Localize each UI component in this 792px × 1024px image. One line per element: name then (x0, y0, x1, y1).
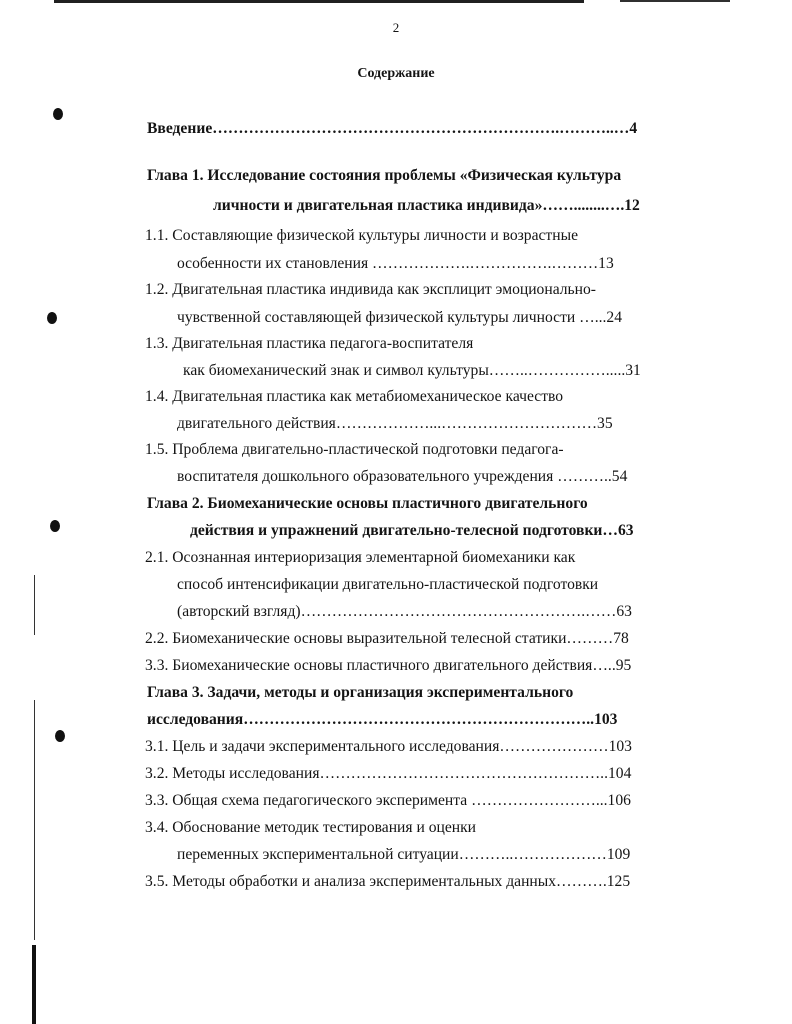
toc-section-1-5: 1.5. Проблема двигательно-пластической подготовки педагога- (145, 441, 564, 458)
toc-section-1-4-cont: двигательного действия………………...…………………………35 (177, 415, 613, 432)
toc-section-3-2: 3.2. Методы исследования………………………………………………..104 (145, 765, 632, 782)
toc-section-2-1-cont2: (авторский взгляд)……………………………………………….……63 (177, 603, 632, 620)
punch-hole-mark (55, 730, 65, 742)
toc-chapter-2: Глава 2. Биомеханические основы пластичного двигательного (147, 495, 588, 512)
toc-section-1-2: 1.2. Двигательная пластика индивида как эксплицит эмоционально- (145, 281, 596, 298)
page-number: 2 (392, 20, 400, 35)
scan-edge-top (54, 0, 584, 3)
toc-section-2-2: 2.2. Биомеханические основы выразительной телесной статики………78 (145, 630, 629, 647)
toc-entry-introduction: Введение………………………………………………………….………..…4 (147, 120, 638, 137)
toc-section-3-4: 3.4. Обоснование методик тестирования и оценки (145, 819, 477, 836)
toc-chapter-3: Глава 3. Задачи, методы и организация экспериментального (147, 684, 574, 701)
toc-section-3-3: 3.3. Общая схема педагогического эксперимента ……………………...106 (145, 792, 631, 809)
toc-chapter-1-cont: личности и двигательная пластика индивида»……........….12 (213, 197, 640, 214)
toc-section-2-1-cont: способ интенсификации двигательно-пластической подготовки (177, 576, 599, 593)
toc-section-2-1: 2.1. Осознанная интериоризация элементарной биомеханики как (145, 549, 576, 566)
toc-section-1-4: 1.4. Двигательная пластика как метабиомеханическое качество (145, 388, 564, 405)
toc-section-3-4-cont: переменных экспериментальной ситуации………..………………109 (177, 846, 631, 863)
toc-chapter-2-cont: действия и упражнений двигательно-телесной подготовки…63 (190, 522, 634, 539)
toc-section-1-1-cont: особенности их становления ……………….…………….………13 (177, 255, 614, 272)
toc-chapter-3-cont: исследования…………………………………………………………..103 (147, 711, 618, 728)
punch-hole-mark (53, 108, 63, 120)
toc-chapter-1: Глава 1. Исследование состояния проблемы «Физическая культура (147, 167, 622, 184)
page-title: Содержание (357, 66, 435, 81)
toc-section-3-3-bio: 3.3. Биомеханические основы пластичного двигательного действия…..95 (145, 657, 632, 674)
toc-section-1-3-cont: как биомеханический знак и символ культуры……..…………….....31 (183, 362, 641, 379)
scan-edge-top-right (620, 0, 730, 2)
scan-margin-line (34, 700, 35, 940)
toc-section-1-2-cont: чувственной составляющей физической культуры личности …...24 (177, 309, 623, 326)
toc-section-3-1: 3.1. Цель и задачи экспериментального исследования…………………103 (145, 738, 632, 755)
punch-hole-mark (47, 312, 57, 324)
punch-hole-mark (50, 520, 60, 532)
toc-section-1-3: 1.3. Двигательная пластика педагога-воспитателя (145, 335, 474, 352)
scan-margin-line (34, 575, 35, 635)
toc-section-1-5-cont: воспитателя дошкольного образовательного учреждения ………..54 (177, 468, 628, 485)
toc-section-1-1: 1.1. Составляющие физической культуры личности и возрастные (145, 227, 578, 244)
toc-section-3-5: 3.5. Методы обработки и анализа экспериментальных данных……….125 (145, 873, 631, 890)
scan-margin-bar (32, 945, 36, 1024)
